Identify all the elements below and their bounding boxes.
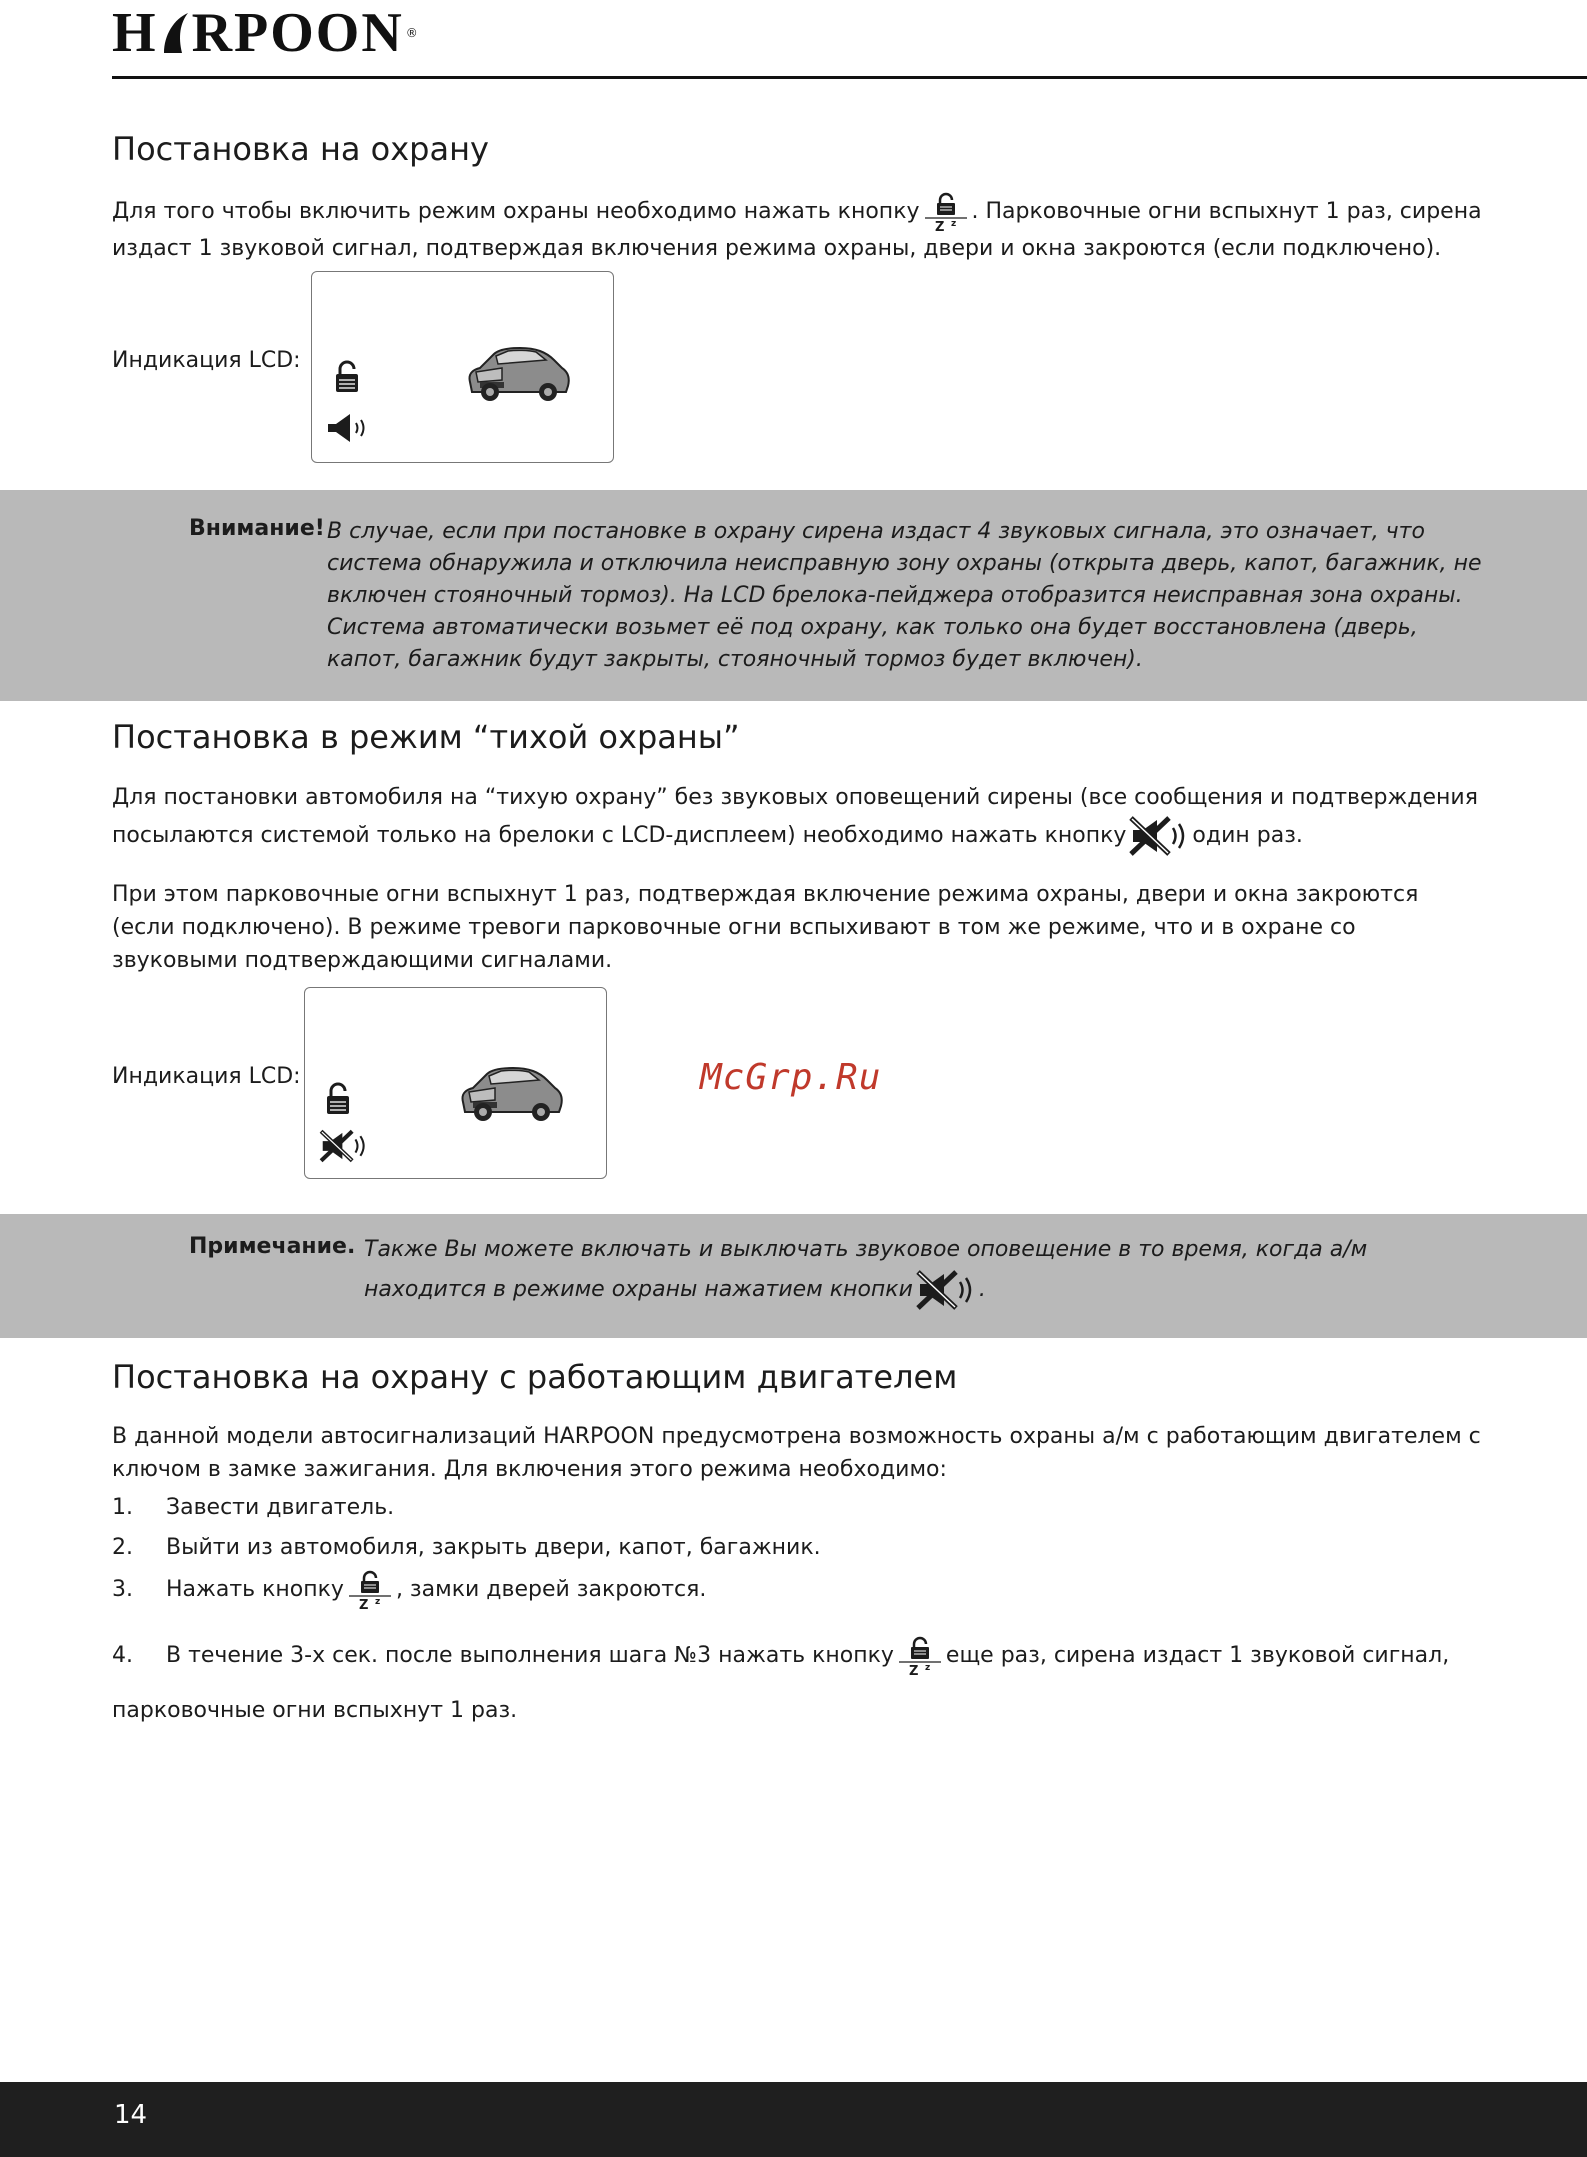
lcd-display-silent <box>304 987 607 1179</box>
note-line1: Также Вы можете включать и выключать звуковое оповещение в то время, когда а/м <box>364 1237 1368 1262</box>
list-item-text: Выйти из автомобиля, закрыть двери, капот, багажник. <box>166 1535 821 1560</box>
list-item <box>112 1568 706 1612</box>
section1-text-c: издаст 1 звуковой сигнал, подтверждая включения режима охраны, двери и окна закроются (если подключено). <box>112 236 1442 261</box>
list-item-number: 3. <box>112 1577 133 1602</box>
warning-line: В случае, если при постановке в охрану сирена издаст 4 звуковых сигнала, это означает, что <box>327 519 1425 544</box>
note-line2b: . <box>978 1277 986 1302</box>
section1-text-b: . Парковочные огни вспыхнут 1 раз, сирена <box>971 199 1482 224</box>
harpoon-logo <box>112 2 418 64</box>
list-item <box>112 1634 1482 1678</box>
watermark: McGrp.Ru <box>700 1057 882 1098</box>
silent-siren-icon <box>319 1128 369 1164</box>
lock-icon <box>332 360 362 394</box>
car-icon <box>455 1058 565 1124</box>
silent-button-icon <box>916 1268 976 1312</box>
logo-text-right: RPOON <box>191 2 404 64</box>
section2-line1: Для постановки автомобиля на “тихую охрану” без звуковых оповещений сирены (все сообщения и подтверждения <box>112 785 1478 810</box>
list-item-text-a: В течение 3-х сек. после выполнения шага №3 нажать кнопку <box>166 1643 894 1668</box>
silent-button-icon <box>1129 814 1189 858</box>
logo-text-left: H <box>112 2 158 64</box>
lock-button-icon <box>923 192 969 232</box>
section2-paragraph1 <box>112 781 1482 814</box>
section2-line2a: посылаются системой только на брелоки с LCD-дисплеем) необходимо нажать кнопку <box>112 823 1127 848</box>
section2-line2 <box>112 814 1482 858</box>
lock-icon <box>323 1082 353 1116</box>
section1-text-a: Для того чтобы включить режим охраны необходимо нажать кнопку <box>112 199 920 224</box>
warning-line: капот, багажник будут закрыты, стояночный тормоз будет включен). <box>327 647 1143 672</box>
note-label: Примечание. <box>189 1234 356 1259</box>
lcd-display-armed <box>311 271 614 463</box>
lock-button-icon <box>897 1636 943 1676</box>
warning-line: система обнаружила и отключила неисправную зону охраны (открыта дверь, капот, багажник, не <box>327 551 1482 576</box>
warning-band <box>0 490 1587 701</box>
section3-intro: В данной модели автосигнализаций HARPOON предусмотрена возможность охраны а/м с работающим двигателем с ключом в замке зажигания. Для включения этого режима необходимо: <box>112 1424 1481 1482</box>
list-item-text: Завести двигатель. <box>166 1495 395 1520</box>
lock-button-icon <box>347 1570 393 1610</box>
registered-mark: ® <box>405 26 418 40</box>
header-rule <box>112 76 1587 79</box>
list-item-text-b: , замки дверей закроются. <box>395 1577 707 1602</box>
section2-line2b: один раз. <box>1192 823 1303 848</box>
list-item-continuation: парковочные огни вспыхнут 1 раз. <box>112 1698 518 1723</box>
page-number: 14 <box>114 2100 148 2130</box>
harpoon-fin-icon <box>160 11 190 55</box>
list-item <box>112 1531 821 1564</box>
list-item <box>112 1491 394 1524</box>
list-item-number: 4. <box>112 1643 133 1668</box>
warning-label: Внимание! <box>189 516 325 541</box>
section-title-silent: Постановка в режим “тихой охраны” <box>112 718 740 756</box>
section1-paragraph <box>112 192 1482 265</box>
lcd-label: Индикация LCD: <box>112 1064 301 1089</box>
note-band <box>0 1214 1587 1338</box>
list-item-text-b: еще раз, сирена издаст 1 звуковой сигнал, <box>945 1643 1450 1668</box>
page-footer <box>0 2082 1587 2157</box>
note-text <box>364 1234 1514 1314</box>
section-title-engine: Постановка на охрану с работающим двигателем <box>112 1358 958 1396</box>
car-icon <box>462 338 572 404</box>
list-item-text-a: Нажать кнопку <box>166 1577 344 1602</box>
note-line2a: находится в режиме охраны нажатием кнопки <box>364 1277 913 1302</box>
siren-icon <box>326 412 376 444</box>
section2-paragraph2: При этом парковочные огни вспыхнут 1 раз, подтверждая включение режима охраны, двери и окна закроются (если подключено). В режиме тревоги парковочные огни вспыхивают в том же режиме, что и в охране со звуковыми подтверждающими сигналами. <box>112 882 1419 973</box>
warning-line: Система автоматически возьмет её под охрану, как только она будет восстановлена (дверь, <box>327 615 1418 640</box>
warning-text <box>327 516 1527 676</box>
note-line2 <box>364 1266 1514 1314</box>
lcd-label: Индикация LCD: <box>112 348 301 373</box>
section-title-arm: Постановка на охрану <box>112 130 489 168</box>
warning-line: включен стояночный тормоз). На LCD брелока-пейджера отобразится неисправная зона охраны. <box>327 583 1463 608</box>
list-item-number: 2. <box>112 1535 133 1560</box>
list-item-number: 1. <box>112 1495 133 1520</box>
